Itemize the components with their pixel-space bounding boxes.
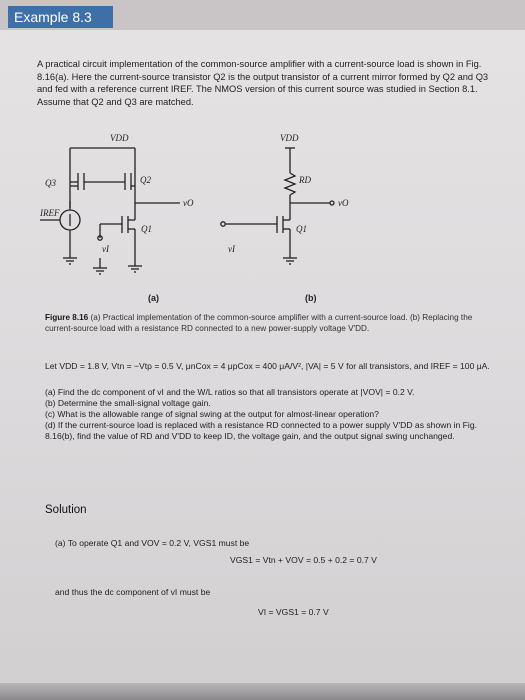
q3-label: Q3 — [45, 178, 56, 188]
figure-caption — [45, 312, 485, 334]
rd-label: RD — [299, 175, 311, 185]
question-c: (c) What is the allowable range of signal swing at the output for almost-linear operation? — [45, 409, 379, 419]
equation-vgs1: VGS1 = Vtn + VOV = 0.5 + 0.2 = 0.7 V — [230, 555, 377, 565]
vo-label-b: vO — [338, 198, 349, 208]
vi-label-a: vI — [102, 244, 109, 254]
figure-label: Figure 8.16 — [45, 313, 89, 322]
question-d: (d) If the current-source load is replaced with a resistance RD connected to a power supply V'DD as shown in Fig. 8.16(b), find the value of RD and V'DD to keep ID, the voltage gain, and the output signal swing unchanged. — [45, 420, 478, 441]
solution-part-a: (a) To operate Q1 and VOV = 0.2 V, VGS1 must be — [55, 538, 250, 548]
iref-label: IREF — [40, 208, 60, 218]
vdd-label-a: VDD — [110, 133, 129, 143]
figure-caption-text: (a) Practical implementation of the common-source amplifier with a current-source load. (b) Replacing the current-source load with a resistance RD connected to a new power-supply voltage V'DD. — [45, 313, 473, 333]
circuit-figure — [40, 128, 490, 298]
question-b: (b) Determine the small-signal voltage gain. — [45, 398, 211, 408]
q1-label-b: Q1 — [296, 224, 307, 234]
question-a: (a) Find the dc component of vI and the W/L ratios so that all transistors operate at |VOV| = 0.2 V. — [45, 387, 415, 397]
example-title: Example 8.3 — [8, 6, 113, 28]
vi-label-b: vI — [228, 244, 235, 254]
figure-part-a-label: (a) — [148, 293, 159, 303]
parameters-text: Let VDD = 1.8 V, Vtn = −Vtp = 0.5 V, μnCox = 4 μpCox = 400 μA/V², |VA| = 5 V for all transistors, and IREF = 100 μA. — [45, 361, 490, 371]
example-header-bar — [0, 0, 525, 30]
question-list — [45, 387, 495, 442]
vo-label-a: vO — [183, 198, 194, 208]
page-bottom-edge — [0, 683, 525, 700]
figure-part-b-label: (b) — [305, 293, 317, 303]
solution-thus-text: and thus the dc component of vI must be — [55, 587, 211, 597]
equation-vi: VI = VGS1 = 0.7 V — [258, 607, 329, 617]
intro-paragraph: A practical circuit implementation of the common-source amplifier with a current-source load is shown in Fig. 8.16(a). Here the current-source transistor Q2 is the output transistor of a current mirror formed by Q2 and Q3 and fed with a reference current IREF. The NMOS version of this current source was studied in Section 8.1. Assume that Q2 and Q3 are matched. — [37, 59, 489, 107]
vdd-label-b: VDD — [280, 133, 299, 143]
solution-heading: Solution — [45, 504, 87, 516]
q2-label: Q2 — [140, 175, 151, 185]
q1-label-a: Q1 — [141, 224, 152, 234]
